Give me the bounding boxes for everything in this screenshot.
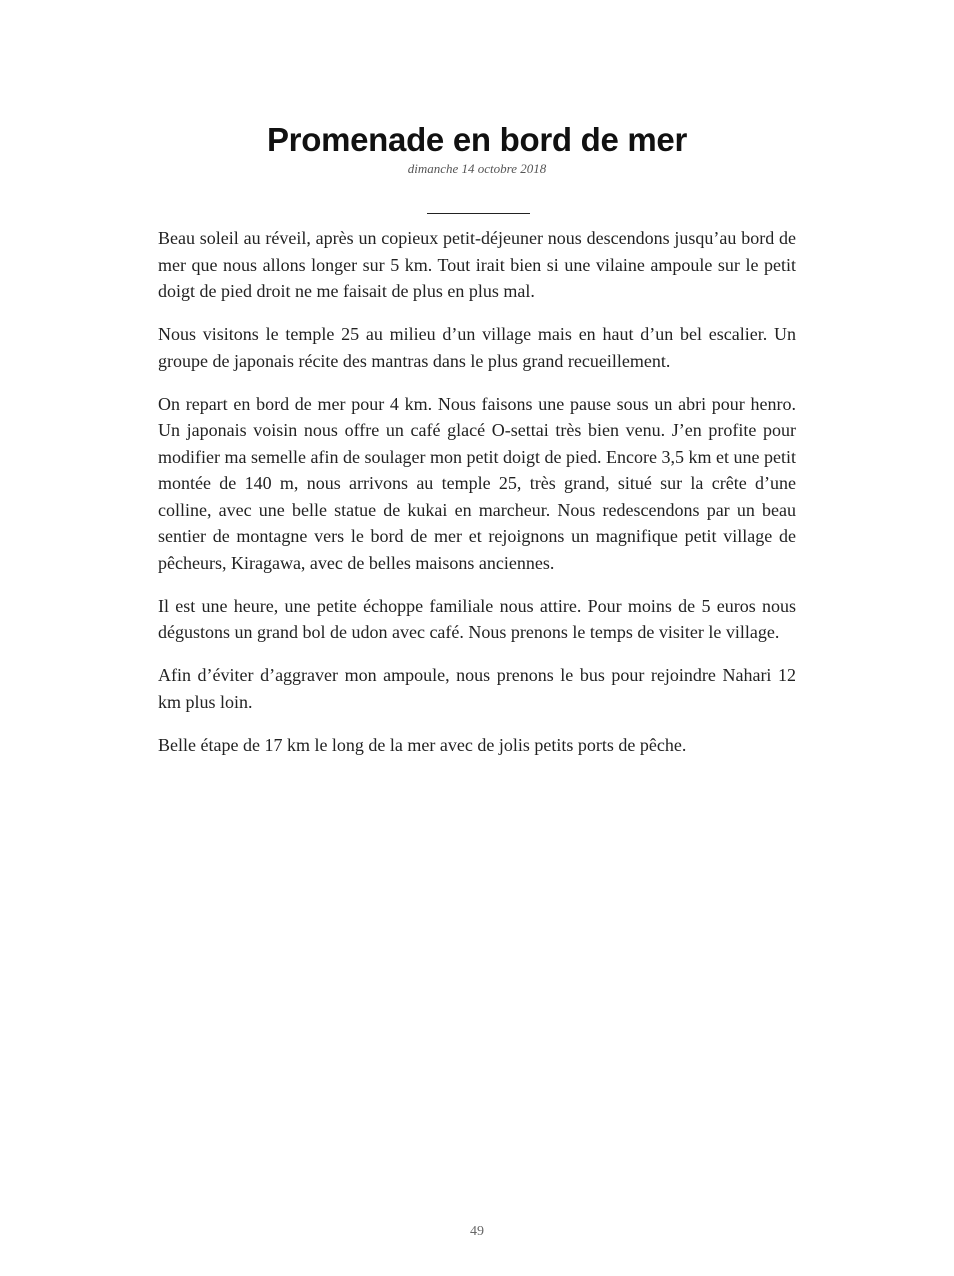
page-title: Promenade en bord de mer — [266, 121, 688, 158]
paragraph: On repart en bord de mer pour 4 km. Nous faisons une pause sous un abri pour henro. Un japonais voisin nous offre un café glacé O-settai très bien venu. J’en profite pour modifier ma semelle afin de soulager mon petit doigt de pied. Encore 3,5 km et une petit montée de 140 m, nous arrivons au temple 25, très grand, situé sur la crête d’une colline, avec une belle statue de kukai en marcheur. Nous redescendons par un beau sentier de montagne vers le bord de mer et rejoignons un magnifique petit village de pêcheurs, Kiragawa, avec de belles maisons anciennes. — [158, 393, 796, 573]
entry-date: dimanche 14 octobre 2018 — [407, 161, 547, 176]
paragraph: Afin d’éviter d’aggraver mon ampoule, nous prenons le bus pour rejoindre Nahari 12 km plus loin. — [158, 665, 796, 712]
paragraph: Il est une heure, une petite échoppe familiale nous attire. Pour moins de 5 euros nous dégustons un grand bol de udon avec café. Nous prenons le temps de visiter le village. — [158, 595, 796, 642]
page-number: 49 — [470, 1224, 484, 1239]
body-text — [158, 225, 796, 775]
paragraph: Beau soleil au réveil, après un copieux petit-déjeuner nous descendons jusqu’au bord de mer que nous allons longer sur 5 km. Tout irait bien si une vilaine ampoule sur le petit doigt de pied droit ne me faisait de plus en plus mal. — [158, 228, 796, 301]
paragraph: Belle étape de 17 km le long de la mer avec de jolis petits ports de pêche. — [158, 734, 687, 755]
title-divider — [427, 213, 530, 214]
paragraph: Nous visitons le temple 25 au milieu d’un village mais en haut d’un bel escalier. Un groupe de japonais récite des mantras dans le plus grand recueillement. — [158, 324, 796, 371]
